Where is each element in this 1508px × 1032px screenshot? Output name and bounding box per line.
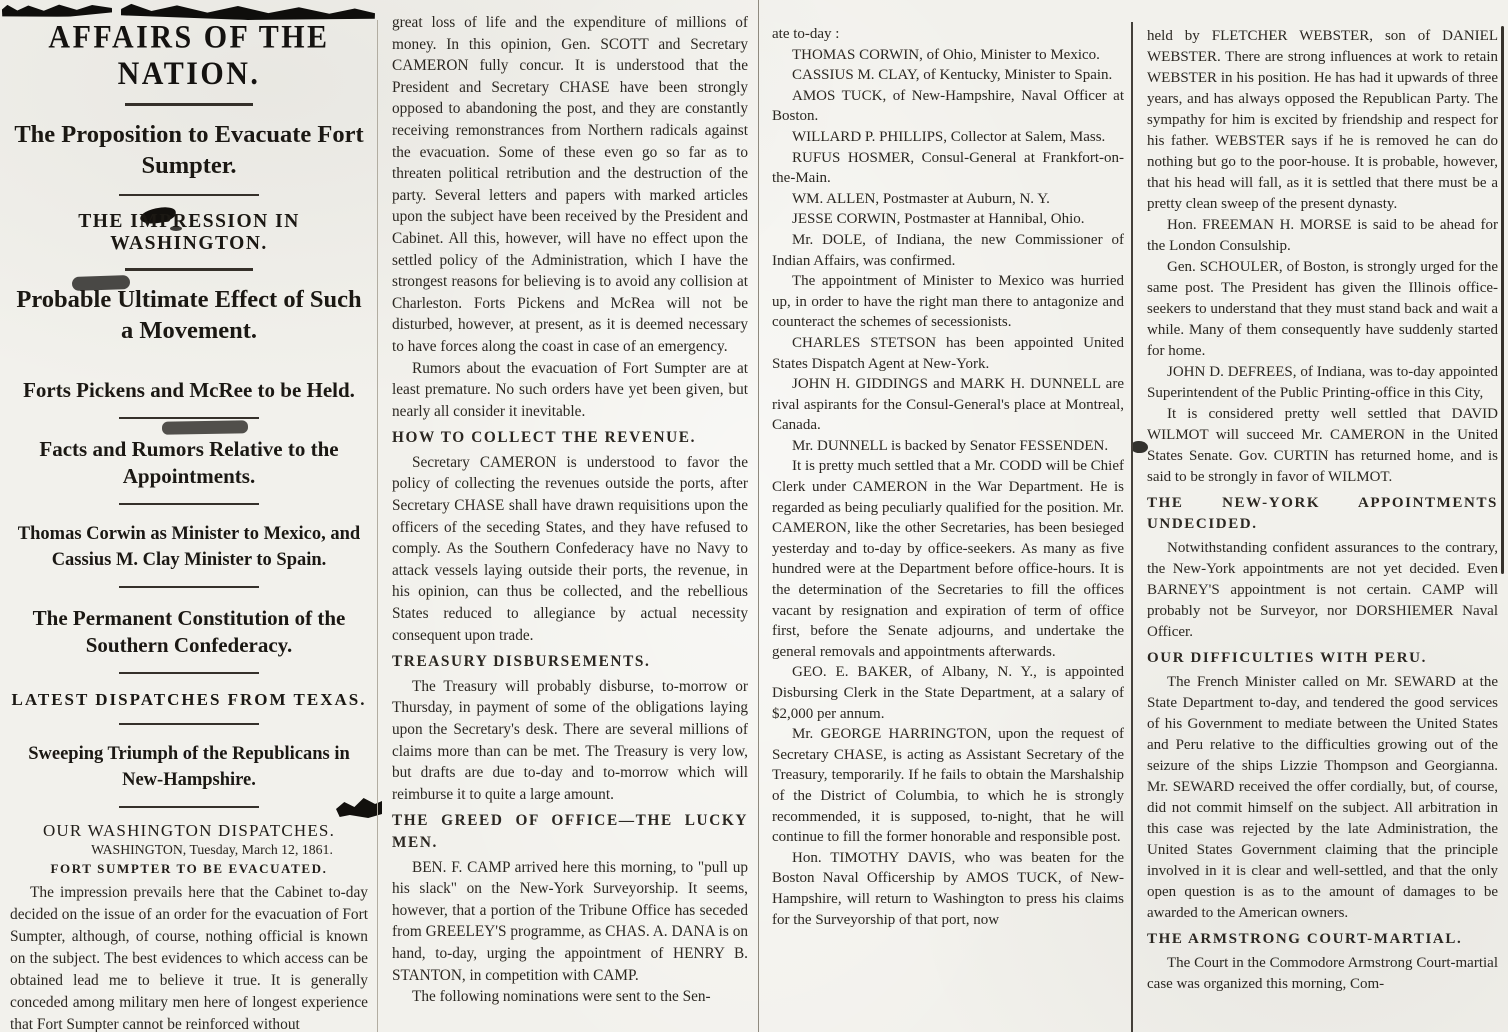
article-paragraph: Secretary CAMERON is understood to favor the policy of collecting the revenues outside the ports, after Secretary CHASE shall have drawn requisitions upon the officers of the seceding States, and they have refused to comply. As the Southern Confederacy have no Navy to attack vessels laying outside their ports, the revenue, in his opinion, can thus be collected, and the rebellious States reduced to allegiance by actual necessity consequent upon trade.: [392, 453, 748, 644]
article-paragraph: great loss of life and the expenditure of millions of money. In this opinion, Gen. SCOTT and Secretary CAMERON fully concur. It is understood that the President and Secretary CHASE have been strongly opposed to abandoning the post, and they are constantly receiving remonstrances from Northern radicals against the evacuation. Some of these even go so far as to threaten political retribution and the destruction of the party. Several letters and papers with marked articles upon the subject have been received by the President and Cabinet. All this, however, will have no effect upon the settled policy of the Administration, which I have the strongest reasons for believing is to avoid any collision at Charleston. Forts Pickens and McRea will not be disturbed, however, at present, as it is deemed necessary to have forces along the coast in case of an emergency.: [392, 14, 748, 355]
article-subhead-ny-appointments: THE NEW-YORK APPOINTMENTS UNDECIDED.: [1147, 495, 1498, 532]
section-rule: [125, 103, 253, 106]
nomination-line: RUFUS HOSMER, Consul-General at Frankfort-on-the-Main.: [772, 149, 1124, 187]
nomination-line: WM. ALLEN, Postmaster at Auburn, N. Y.: [792, 190, 1050, 207]
article-paragraph: Gen. SCHOULER, of Boston, is strongly urged for the same post. The President has given the Illinois office-seekers to understand that they must stand back and wait a while. Many of them consequently have suddenly started for home.: [1147, 259, 1498, 359]
nomination-line: AMOS TUCK, of New-Hampshire, Naval Officer at Boston.: [772, 87, 1124, 125]
column-divider: [758, 0, 759, 1032]
article-paragraph: Rumors about the evacuation of Fort Sumpter are at least premature. No such orders have yet been given, but nearly all consider it inevitable.: [392, 359, 748, 420]
headline-deck-constitution: The Permanent Constitution of the Southern Confederacy.: [32, 606, 346, 657]
column-divider: [377, 20, 378, 1032]
column-divider: [1501, 26, 1504, 574]
section-rule: [119, 503, 259, 505]
headline-deck-effect: Probable Ultimate Effect of Such a Movement.: [16, 286, 362, 344]
article-subhead-fort-sumpter: FORT SUMPTER TO BE EVACUATED.: [50, 861, 328, 876]
article-paragraph: The French Minister called on Mr. SEWARD at the State Department to-day, and tendered the good services of his Government to mediate between the United States and Peru relative to the difficulties growing out of the seizure of the ships Lizzie Thompson and Georgianna. Mr. SEWARD received the offer cordially, but, of course, did not commit himself on the subject. All arbitration in this case was rejected by the late Administration, the United States Government claiming that the principle involved in it is clear and well-settled, and that the only open question is as to the amount of damages to be awarded to the American owners.: [1147, 674, 1498, 921]
article-paragraph: BEN. F. CAMP arrived here this morning, to "pull up his slack" on the New-York Surveyorship. It seems, however, that a portion of the Tribune Office has seceded from GREELEY'S programme, as CHAS. A. DANA is on hand, to-day, urging the appointment of HENRY B. STANTON, in competition with CAMP.: [392, 858, 748, 984]
headline-deck-evacuate: The Proposition to Evacuate Fort Sumpter.: [14, 121, 364, 179]
headline-column: [10, 0, 368, 1032]
headline-deck-impression: THE IMPRESSION IN WASHINGTON.: [78, 211, 300, 254]
section-rule: [119, 586, 259, 588]
nomination-line: Mr. DOLE, of Indiana, the new Commissioner of Indian Affairs, was confirmed.: [772, 231, 1124, 269]
section-rule: [119, 194, 259, 196]
article-paragraph: The Treasury will probably disburse, to-morrow or Thursday, in payment of some of the obligations laying upon the Secretary's desk. There are several millions of claims more than can be met. The Treasury is very low, but drafts are due to-day and to-morrow which will reimburse it to quite a large amount.: [392, 677, 748, 803]
article-paragraph: It is considered pretty well settled that DAVID WILMOT will succeed Mr. CAMERON in the United States Senate. Gov. CURTIN has returned home, and is said to be strongly in favor of WILMOT.: [1147, 406, 1498, 485]
article-paragraph: JOHN D. DEFREES, of Indiana, was to-day appointed Superintendent of the Public Printing-office in this City,: [1147, 364, 1498, 401]
ink-blot: [1131, 441, 1148, 453]
article-paragraph: The Court in the Commodore Armstrong Court-martial case was organized this morning, Com-: [1147, 955, 1498, 992]
article-paragraph: The appointment of Minister to Mexico was hurried up, in order to have the right man there to antagonize and counteract the schemes of secessionists.: [772, 273, 1124, 331]
headline-deck-newhampshire: Sweeping Triumph of the Republicans in New-Hampshire.: [28, 744, 350, 790]
washington-dispatches-heading: OUR WASHINGTON DISPATCHES.: [42, 821, 336, 840]
section-rule: [119, 723, 259, 725]
article-paragraph: It is pretty much settled that a Mr. CODD will be Chief Clerk under CAMERON in the War Department. He is regarded as being peculiarly qualified for the position. Mr. CAMERON, like the other Secretaries, has been besieged yesterday and to-day by office-seekers. As many as five hundred were at the Department before office-hours. It is the determination of the Secretaries to fill the offices vacant by resignation and expiration of term of office first, before the Senate adjourns, and undertake the general removals and appointments afterwards.: [772, 458, 1124, 660]
article-paragraph: Mr. DUNNELL is backed by Senator FESSENDEN.: [792, 437, 1109, 454]
section-rule: [119, 672, 259, 674]
article-subhead-treasury: TREASURY DISBURSEMENTS.: [392, 653, 651, 671]
headline-deck-corwin: Thomas Corwin as Minister to Mexico, and Cassius M. Clay Minister to Spain.: [17, 524, 361, 570]
nomination-line: THOMAS CORWIN, of Ohio, Minister to Mexico.: [792, 46, 1100, 63]
section-rule: [125, 268, 253, 271]
section-rule: [119, 417, 259, 419]
article-paragraph: Hon. FREEMAN H. MORSE is said to be ahead for the London Consulship.: [1147, 217, 1498, 254]
article-paragraph: Hon. TIMOTHY DAVIS, who was beaten for the Boston Naval Officership by AMOS TUCK, of New-Hampshire, will return to Washington to press his claims for the Surveyorship of that port, now: [772, 849, 1124, 928]
article-column-3: [772, 0, 1124, 930]
article-paragraph: JOHN H. GIDDINGS and MARK H. DUNNELL are rival aspirants for the Consul-General's place at Montreal, Canada.: [772, 376, 1124, 434]
article-paragraph: ate to-day :: [772, 26, 840, 42]
article-paragraph: The following nominations were sent to the Sen-: [412, 988, 711, 1006]
article-paragraph: Mr. GEORGE HARRINGTON, upon the request of Secretary CHASE, is acting as Assistant Secretary of the Treasury, temporarily. If he fails to obtain the Marshalship of the District of Columbia, to which he is strongly recommended, it is supposed, to-night, that he will continue to fill the former honorable and responsible post.: [772, 726, 1124, 846]
article-paragraph: The impression prevails here that the Cabinet to-day decided on the issue of an order for the evacuation of Fort Sumpter, although, of course, nothing official is known on the subject. The best evidences to which access can be obtained lead me to believe it true. It is generally conceded among military men here of longest experience that Fort Sumpter cannot be reinforced without: [10, 884, 368, 1032]
headline-deck-forts: Forts Pickens and McRee to be Held.: [23, 378, 355, 402]
headline-deck-facts: Facts and Rumors Relative to the Appointments.: [39, 437, 339, 488]
column-divider: [1131, 22, 1133, 1032]
nomination-line: JESSE CORWIN, Postmaster at Hannibal, Ohio.: [792, 211, 1085, 228]
masthead-title: AFFAIRS OF THE NATION.: [48, 19, 330, 92]
section-rule: [119, 806, 259, 808]
article-subhead-peru: OUR DIFFICULTIES WITH PERU.: [1147, 650, 1427, 666]
article-paragraph: Notwithstanding confident assurances to the contrary, the New-York appointments are not yet decided. Even BARNEY'S appointment is not certain. CAMP will probably not be Surveyor, nor DORSHIEMER Naval Officer.: [1147, 540, 1498, 640]
article-subhead-revenue: HOW TO COLLECT THE REVENUE.: [392, 429, 697, 447]
article-column-2: [392, 0, 748, 1008]
article-column-4: [1147, 0, 1498, 995]
article-paragraph: CHARLES STETSON has been appointed United States Dispatch Agent at New-York.: [772, 334, 1124, 372]
nomination-line: CASSIUS M. CLAY, of Kentucky, Minister to Spain.: [792, 67, 1113, 84]
headline-deck-texas: LATEST DISPATCHES FROM TEXAS.: [11, 690, 367, 709]
article-subhead-court-martial: THE ARMSTRONG COURT-MARTIAL.: [1147, 931, 1463, 947]
article-subhead-greed-of-office: THE GREED OF OFFICE—THE LUCKY MEN.: [392, 812, 748, 851]
nomination-line: WILLARD P. PHILLIPS, Collector at Salem, Mass.: [792, 128, 1106, 145]
article-paragraph: held by FLETCHER WEBSTER, son of DANIEL WEBSTER. There are strong influences at work to retain WEBSTER in his position. He has had it upwards of three years, and has always opposed the Republican Party. The sympathy for him is excited by friendship and respect for his father. WEBSTER says if he is removed he can do nothing but go to the poor-house. It is probable, however, that his head will fall, as it is settled that there must be a pretty clean sweep of the present dynasty.: [1147, 28, 1498, 212]
dateline: WASHINGTON, Tuesday, March 12, 1861.: [91, 842, 333, 857]
article-paragraph: GEO. E. BAKER, of Albany, N. Y., is appointed Disbursing Clerk in the State Department, at a salary of $2,000 per annum.: [772, 664, 1124, 722]
